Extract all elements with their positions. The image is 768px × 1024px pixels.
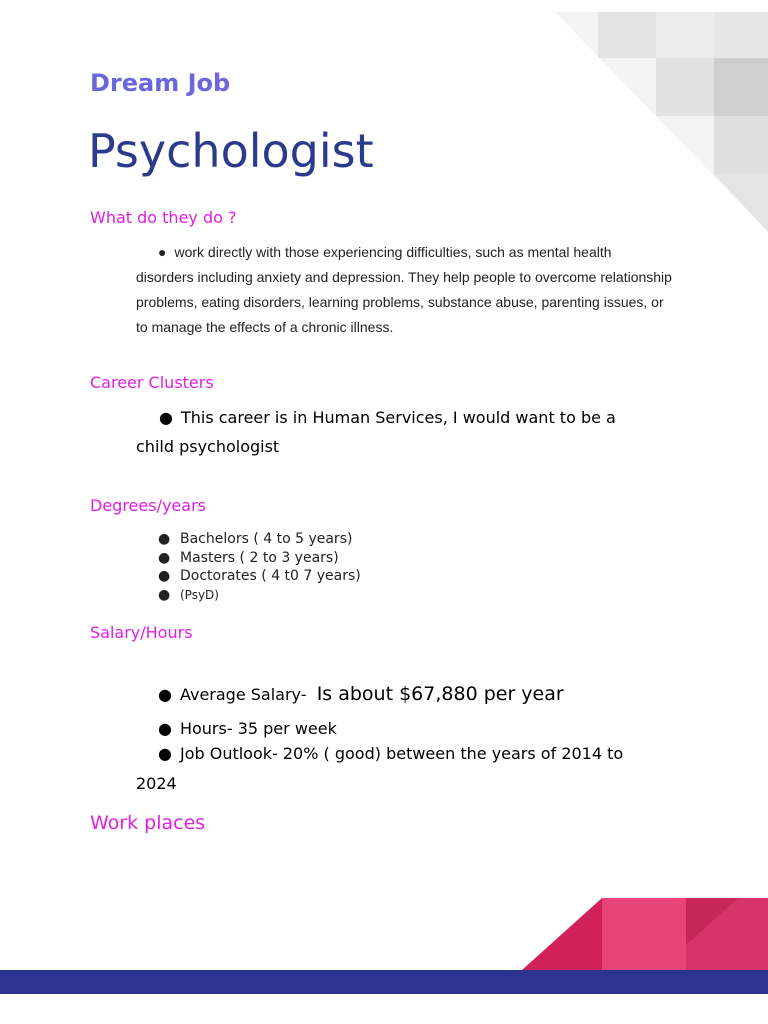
list-item <box>158 567 361 586</box>
bullet-icon: ● <box>158 685 172 704</box>
document-title: Psychologist <box>88 124 374 178</box>
outlook-text-line1: Job Outlook- 20% ( good) between the years of 2014 to <box>179 744 624 763</box>
clusters-first-line <box>136 403 696 432</box>
clusters-text-rest: child psychologist <box>136 437 280 456</box>
bullet-icon: ● <box>158 719 172 738</box>
outlook-text-rest: 2024 <box>136 774 177 793</box>
section-heading-clusters: Career Clusters <box>90 373 214 392</box>
what-text-line1: work directly with those experiencing difficulties, such as mental health <box>174 244 612 260</box>
bullet-icon: ● <box>158 244 167 260</box>
clusters-text-line1: This career is in Human Services, I would want to be a <box>180 408 616 427</box>
clusters-paragraph <box>136 403 696 461</box>
salary-line <box>158 680 564 709</box>
what-first-line <box>136 240 676 265</box>
outlook-first-line <box>136 739 696 769</box>
top-right-decoration <box>0 0 768 240</box>
what-text-rest: disorders including anxiety and depression. They help people to overcome relationship problems, eating disorders, learning problems, substance abuse, parenting issues, or to manage the effects of a chronic illness. <box>136 269 672 335</box>
hours-line <box>158 718 337 739</box>
bullet-icon: ● <box>158 549 171 566</box>
bullet-icon: ● <box>158 531 171 547</box>
bullet-icon: ● <box>158 586 171 603</box>
salary-value: Is about $67,880 per year <box>316 683 564 705</box>
outlook-paragraph <box>136 739 696 799</box>
section-heading-what: What do they do ? <box>90 208 237 227</box>
section-heading-salary: Salary/Hours <box>90 623 193 642</box>
degree-item-text: (PsyD) <box>180 587 219 602</box>
degree-item-text: Doctorates ( 4 t0 7 years) <box>180 568 361 584</box>
section-heading-work: Work places <box>90 812 206 834</box>
bottom-bar <box>0 970 768 994</box>
section-heading-degrees: Degrees/years <box>90 496 206 515</box>
document-subtitle: Dream Job <box>90 69 231 97</box>
list-item <box>158 530 361 549</box>
degrees-list <box>158 530 361 604</box>
bullet-icon: ● <box>158 744 172 763</box>
degree-item-text: Masters ( 2 to 3 years) <box>180 549 339 566</box>
list-item <box>158 549 361 568</box>
degree-item-text: Bachelors ( 4 to 5 years) <box>180 531 353 547</box>
list-item <box>158 586 361 605</box>
bullet-icon: ● <box>158 568 171 584</box>
what-paragraph <box>136 240 676 340</box>
bullet-icon: ● <box>159 408 173 427</box>
salary-label: Average Salary- <box>179 685 307 704</box>
hours-text: Hours- 35 per week <box>179 719 337 738</box>
